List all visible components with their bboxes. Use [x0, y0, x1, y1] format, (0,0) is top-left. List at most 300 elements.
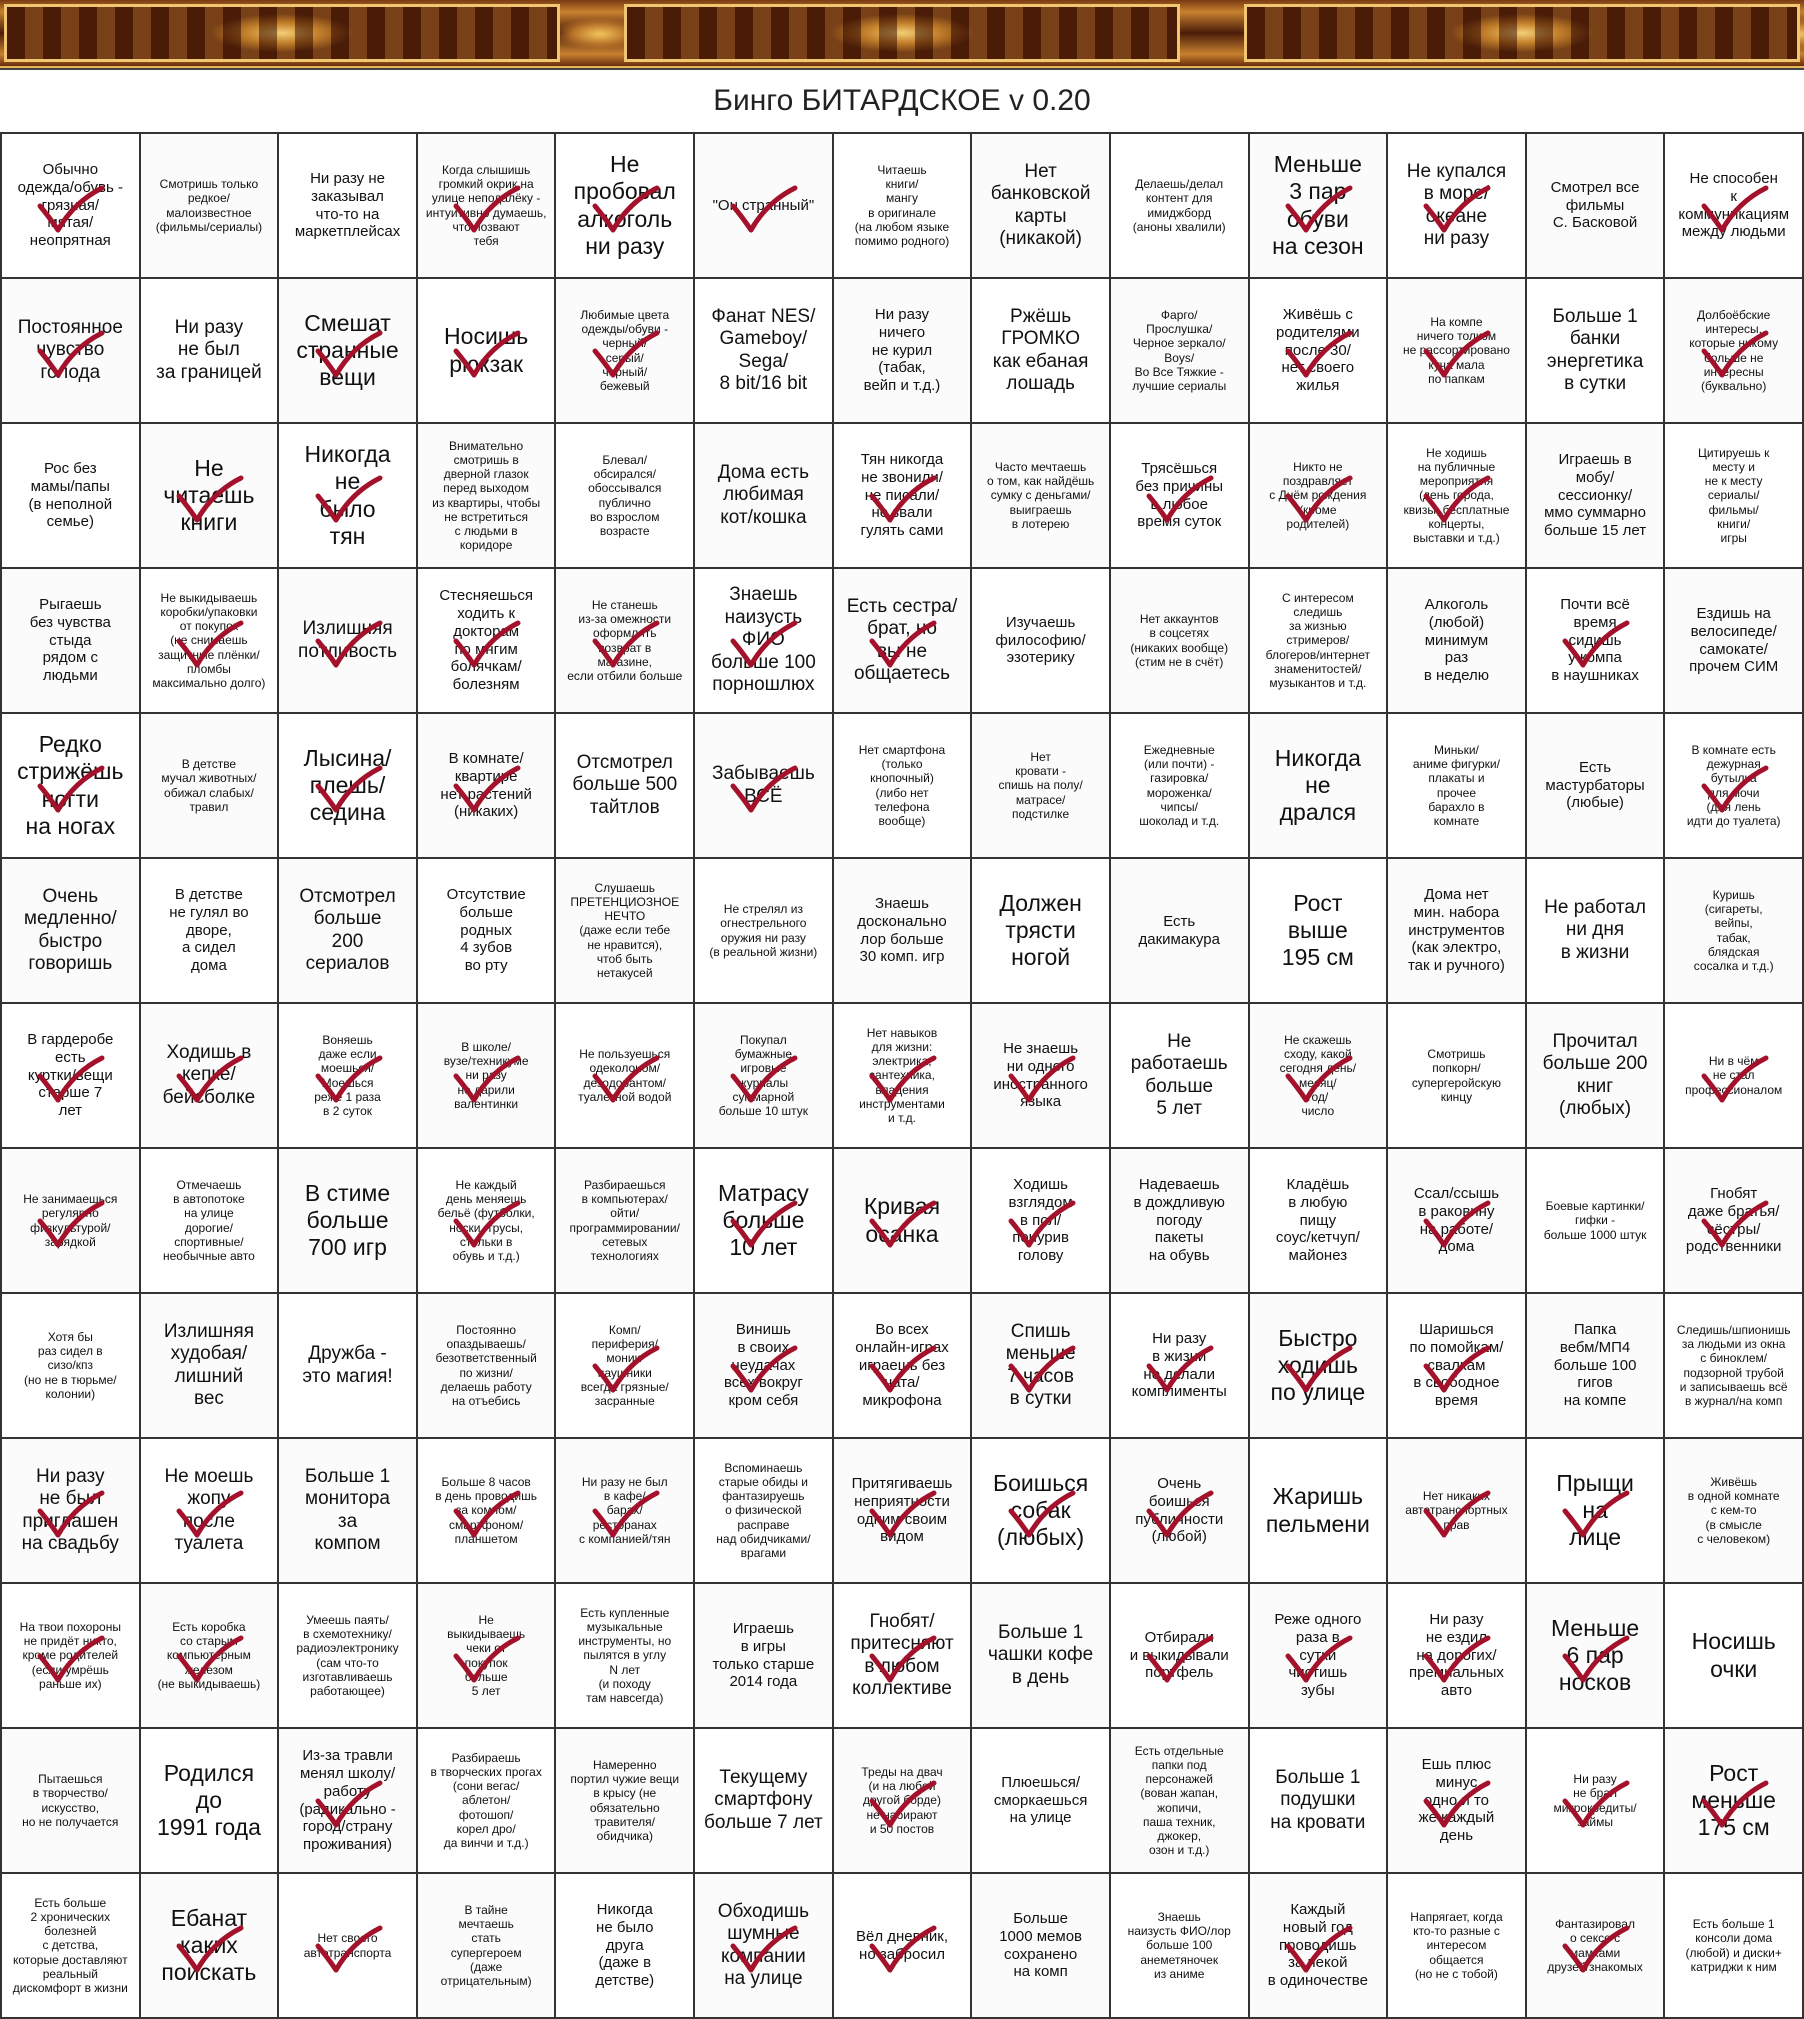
- bingo-cell-text: Смешат странные вещи: [296, 309, 399, 391]
- bingo-cell[interactable]: [1665, 424, 1804, 569]
- bingo-cell[interactable]: [1388, 279, 1527, 424]
- bingo-cell[interactable]: [695, 1874, 834, 2019]
- bingo-cell-text: Есть мастурбаторы (любые): [1545, 758, 1645, 812]
- bingo-cell-text: Есть отдельные папки под персонажей (вован жапан, жопичи, паша техник, джокер, озон и т.д.): [1134, 1743, 1224, 1857]
- bingo-cell-text: Рос без мамы/папы (в неполной семье): [28, 460, 113, 531]
- bingo-cell[interactable]: [1250, 279, 1389, 424]
- bingo-cell[interactable]: [141, 424, 280, 569]
- bingo-cell-text: Прочитал больше 200 книг (любых): [1542, 1030, 1648, 1119]
- bingo-cell-text: Нет навыков для жизни: электрика, сантехника, владения инструментами и т.д.: [859, 1025, 945, 1125]
- bingo-cell-text: Играешь в мобу/ сессионку/ ммо суммарно больше 15 лет: [1544, 451, 1647, 540]
- bingo-cell[interactable]: [695, 714, 834, 859]
- bingo-cell-text: Изучаешь философию/ эзотерику: [995, 613, 1086, 667]
- bingo-cell-text: Ссал/ссышь в раковину на работе/ дома: [1413, 1185, 1500, 1256]
- bingo-cell-text: Цитируешь к месту и не к месту сериалы/ фильмы/ книги/ игры: [1698, 445, 1770, 545]
- bingo-cell-text: Не пробовал алкоголь ни разу: [573, 151, 676, 259]
- bingo-cell[interactable]: [279, 1439, 418, 1584]
- bingo-cell[interactable]: [1111, 1584, 1250, 1729]
- bingo-cell[interactable]: [1111, 859, 1250, 1004]
- bingo-cell[interactable]: [1250, 714, 1389, 859]
- bingo-cell-text: Слушаешь ПРЕТЕНЦИОЗНОЕ НЕЧТО (даже если тебе не нравится), чтоб быть нетакусей: [570, 880, 680, 980]
- bingo-cell[interactable]: [972, 1729, 1111, 1874]
- bingo-cell[interactable]: [279, 714, 418, 859]
- bingo-cell[interactable]: [695, 279, 834, 424]
- bingo-cell-text: Матрасу больше 10 лет: [717, 1179, 809, 1261]
- bingo-cell[interactable]: [834, 1729, 973, 1874]
- bingo-cell-text: Кривая осанка: [863, 1193, 941, 1247]
- bingo-cell[interactable]: [972, 1294, 1111, 1439]
- bingo-cell[interactable]: [279, 1874, 418, 2019]
- bingo-cell-text: Разбираешься в компьютерах/ ойти/ программировании/ сетевых технологиях: [569, 1178, 680, 1263]
- bingo-cell[interactable]: [695, 569, 834, 714]
- bingo-cell-text: Не работал ни дня в жизни: [1544, 896, 1646, 963]
- bingo-cell[interactable]: [834, 134, 973, 279]
- bingo-cell[interactable]: [834, 279, 973, 424]
- bingo-cell[interactable]: [1665, 1439, 1804, 1584]
- bingo-cell-text: Ни разу не был за границей: [156, 316, 262, 383]
- bingo-cell[interactable]: [141, 1439, 280, 1584]
- bingo-cell[interactable]: [1665, 1874, 1804, 2019]
- bingo-cell-text: Очень медленно/ быстро говоришь: [23, 885, 117, 974]
- bingo-cell-text: В детстве мучал животных/ обижал слабых/ травил: [161, 757, 257, 814]
- bingo-cell[interactable]: [279, 279, 418, 424]
- bingo-cell[interactable]: [279, 1294, 418, 1439]
- bingo-cell[interactable]: [279, 134, 418, 279]
- bingo-cell[interactable]: [972, 1439, 1111, 1584]
- bingo-cell-text: Ни разу не был приглашен на свадьбу: [21, 1465, 119, 1554]
- bingo-cell[interactable]: [695, 424, 834, 569]
- bingo-cell[interactable]: [1665, 1294, 1804, 1439]
- bingo-cell[interactable]: [1111, 134, 1250, 279]
- bingo-cell[interactable]: [695, 859, 834, 1004]
- bingo-cell-text: Должен трясти ногой: [999, 889, 1082, 971]
- bingo-cell-text: Напрягает, когда кто-то разные с интересом общается (но не с тобой): [1410, 1910, 1503, 1981]
- bingo-cell[interactable]: [1527, 1729, 1666, 1874]
- bingo-cell[interactable]: [834, 714, 973, 859]
- bingo-cell[interactable]: [1250, 569, 1389, 714]
- bingo-cell-text: В школе/ вузе/техникуме ни разу не дарили валентинки: [443, 1040, 529, 1111]
- bingo-cell-text: Внимательно смотришь в дверной глазок перед выходом из квартиры, чтобы не встретиться с людьми в коридоре: [432, 438, 541, 552]
- bingo-cell[interactable]: [1665, 859, 1804, 1004]
- bingo-cell-text: Фанат NES/ Gameboy/ Sega/ 8 bit/16 bit: [711, 305, 816, 394]
- bingo-cell-text: Рыгаешь без чувства стыда рядом с людьми: [29, 596, 111, 685]
- bingo-cell[interactable]: [2, 569, 141, 714]
- bingo-cell-text: Не выкидываешь чеки от покупок больше 5 лет: [447, 1613, 526, 1698]
- bingo-cell[interactable]: [141, 569, 280, 714]
- bingo-cell[interactable]: [972, 1874, 1111, 2019]
- bingo-cell[interactable]: [1665, 1584, 1804, 1729]
- bingo-cell-text: Плюешься/ сморкаешься на улице: [993, 1773, 1088, 1827]
- bingo-cell[interactable]: [1665, 1004, 1804, 1149]
- bingo-cell-text: Обходишь шумные компании на улице: [717, 1900, 810, 1989]
- bingo-cell-text: Нет смартфона (только кнопочный) (либо нет телефона вообще): [858, 743, 946, 828]
- bingo-cell[interactable]: [556, 1874, 695, 2019]
- bingo-cell-text: Обычно одежда/обувь - грязная/ мятая/ неопрятная: [17, 161, 123, 250]
- bingo-cell[interactable]: [1111, 1729, 1250, 1874]
- bingo-cell[interactable]: [1388, 859, 1527, 1004]
- bingo-cell-text: Не читаешь книги: [163, 454, 255, 536]
- bingo-cell[interactable]: [418, 279, 557, 424]
- bingo-cell-text: Жаришь пельмени: [1265, 1483, 1370, 1537]
- bingo-cell-text: Отсмотрел больше 500 тайтлов: [572, 751, 678, 818]
- bingo-cell[interactable]: [1111, 714, 1250, 859]
- bingo-cell-text: Спишь меньше 7 часов в сутки: [1005, 1320, 1076, 1409]
- bingo-cell[interactable]: [279, 1729, 418, 1874]
- banner-ornament-right: [1244, 4, 1800, 62]
- bingo-cell[interactable]: [2, 424, 141, 569]
- bingo-cell-text: Не способен к коммуникациям между людьми: [1678, 170, 1790, 241]
- bingo-cell[interactable]: [2, 1294, 141, 1439]
- bingo-cell-text: Отсмотрел больше 200 сериалов: [299, 885, 396, 974]
- bingo-cell-text: Не каждый день меняешь бельё (футболки, носки, трусы, стельки в обувь и т.д.): [437, 1178, 535, 1263]
- bingo-cell-text: Не стрелял из огнестрельного оружия ни разу (в реальной жизни): [709, 902, 818, 959]
- bingo-cell-text: Боишься собак (любых): [993, 1469, 1089, 1551]
- bingo-cell-text: Ходишь в кепке/ бейсболке: [162, 1041, 256, 1108]
- bingo-cell-text: Ни разу в жизни не делали комплименты: [1131, 1330, 1227, 1401]
- bingo-cell-text: Есть дакимакура: [1138, 912, 1220, 948]
- bingo-cell-text: Очень боишься публичности (любой): [1135, 1475, 1224, 1546]
- bingo-grid: [0, 132, 1804, 2019]
- bingo-cell[interactable]: [1527, 569, 1666, 714]
- bingo-cell[interactable]: [1388, 714, 1527, 859]
- bingo-cell[interactable]: [2, 279, 141, 424]
- bingo-cell-text: Родился до 1991 года: [156, 1759, 261, 1841]
- bingo-cell[interactable]: [972, 134, 1111, 279]
- bingo-cell[interactable]: [1388, 1149, 1527, 1294]
- bingo-cell[interactable]: [1388, 1294, 1527, 1439]
- bingo-cell-text: Во всех онлайн-играх играешь без чата/ микрофона: [855, 1321, 949, 1410]
- bingo-cell[interactable]: [418, 1294, 557, 1439]
- bingo-cell-text: Отсутствие больше родных 4 зубов во рту: [446, 886, 526, 975]
- bingo-cell-text: Никогда не было тян: [304, 441, 391, 549]
- bingo-cell-text: Воняешь даже если моешься/ Моешься реже 1 раза в 2 суток: [314, 1033, 381, 1118]
- bingo-cell[interactable]: [972, 714, 1111, 859]
- bingo-cell-text: Лысина/ плешь/ седина: [303, 744, 392, 826]
- bingo-cell[interactable]: [1388, 134, 1527, 279]
- bingo-cell-text: В стиме больше 700 игр: [304, 1179, 391, 1261]
- bingo-cell[interactable]: [556, 1149, 695, 1294]
- bingo-cell-text: Долбоёбские интересы, которые никому больше не интересны (буквально): [1689, 308, 1779, 393]
- bingo-cell-text: Реже одного раза в сутки чистишь зубы: [1274, 1611, 1362, 1700]
- bingo-cell[interactable]: [834, 859, 973, 1004]
- bingo-cell-text: Куришь (сигареты, вейпы, табак, блядская сосалка и т.д.): [1693, 888, 1774, 973]
- bingo-cell[interactable]: [418, 569, 557, 714]
- bingo-cell[interactable]: [279, 424, 418, 569]
- bingo-cell-text: Следишь/шпионишь за людьми из окна с биноклем/ подзорной трубой и записываешь всё в журнал/на комп: [1676, 1323, 1791, 1408]
- bingo-cell-text: Хотя бы раз сидел в сизо/кпз (но не в тюрьме/ колонии): [23, 1330, 117, 1401]
- bingo-cell-text: Больше 1000 мемов сохранено на комп: [999, 1910, 1083, 1981]
- bingo-cell-text: Никогда не дрался: [1274, 744, 1361, 826]
- bingo-cell[interactable]: [141, 1729, 280, 1874]
- bingo-cell-text: Не ходишь на публичные мероприятия (день города, квизы, бесплатные концерты, выставки и т.д.): [1403, 445, 1510, 545]
- bingo-cell[interactable]: [1111, 1874, 1250, 2019]
- bingo-cell-text: Кладёшь в любую пищу соус/кетчуп/ майонез: [1275, 1176, 1360, 1265]
- bingo-cell[interactable]: [972, 1584, 1111, 1729]
- bingo-cell-text: В комнате/ квартире нет растений (никаких): [440, 750, 532, 821]
- bingo-cell-text: Больше 8 часов в день проводишь за компом/ смартфоном/ планшетом: [435, 1475, 537, 1546]
- bingo-cell-text: Носишь рюкзак: [444, 323, 529, 377]
- bingo-cell-text: Пытаешься в творчество/ искусство, но не получается: [22, 1772, 119, 1829]
- bingo-cell[interactable]: [972, 1149, 1111, 1294]
- bingo-cell-text: С интересом следишь за жизнью стримеров/ блогеров/интернет знаменитостей/ музыкантов и т.д.: [1265, 590, 1371, 690]
- bingo-cell-text: Ржёшь ГРОМКО как ебаная лошадь: [992, 305, 1089, 394]
- bingo-cell[interactable]: [2, 714, 141, 859]
- bingo-cell[interactable]: [1527, 1439, 1666, 1584]
- bingo-cell[interactable]: [141, 859, 280, 1004]
- bingo-cell[interactable]: [418, 1584, 557, 1729]
- bingo-cell-text: Умеешь паять/ в схемотехнику/ радиоэлектронику (сам что-то изготавливаешь работающее): [296, 1613, 399, 1698]
- bingo-cell-text: Ни разу ничего не курил (табак, вейп и т.д.): [863, 306, 941, 395]
- bingo-cell[interactable]: [1111, 1004, 1250, 1149]
- bingo-cell[interactable]: [972, 1004, 1111, 1149]
- bingo-cell[interactable]: [1527, 279, 1666, 424]
- bingo-cell-text: В тайне мечтаешь стать супергероем (даже отрицательным): [440, 1903, 532, 1988]
- bingo-cell-text: Знаешь наизусть ФИО больше 100 порношлюх: [710, 584, 816, 696]
- bingo-cell[interactable]: [279, 569, 418, 714]
- bingo-cell[interactable]: [1527, 134, 1666, 279]
- bingo-cell-text: Ни в чём не стал профессионалом: [1685, 1054, 1783, 1097]
- bingo-cell[interactable]: [834, 424, 973, 569]
- bingo-cell-text: Алкоголь (любой) минимум раз в неделю: [1423, 596, 1489, 685]
- bingo-cell-text: Ни разу не был в кафе/ барах/ ресторанах с компанией/тян: [579, 1475, 671, 1546]
- bingo-cell-text: Есть больше 2 хронических болезней с детства, которые доставляют реальный дискомфорт в жизни: [12, 1895, 128, 1995]
- bingo-cell[interactable]: [1665, 714, 1804, 859]
- bingo-cell[interactable]: [556, 569, 695, 714]
- bingo-cell[interactable]: [834, 1439, 973, 1584]
- bingo-cell[interactable]: [1527, 424, 1666, 569]
- bingo-cell[interactable]: [556, 859, 695, 1004]
- bingo-cell[interactable]: [141, 1584, 280, 1729]
- bingo-cell[interactable]: [418, 424, 557, 569]
- bingo-cell[interactable]: [1665, 569, 1804, 714]
- bingo-cell[interactable]: [418, 1149, 557, 1294]
- bingo-cell-text: Смотрел все фильмы С. Басковой: [1550, 178, 1640, 232]
- bingo-cell[interactable]: [1527, 714, 1666, 859]
- bingo-cell[interactable]: [834, 1004, 973, 1149]
- bingo-cell-text: Фантазировал о сексе с мамками друзей/знакомых: [1547, 1917, 1643, 1974]
- bingo-cell[interactable]: [1665, 279, 1804, 424]
- bingo-cell[interactable]: [2, 1584, 141, 1729]
- bingo-cell-text: Притягиваешь неприятности одним своим видом: [851, 1475, 953, 1546]
- bingo-cell[interactable]: [1527, 1584, 1666, 1729]
- bingo-cell-text: Не моешь жопу после туалета: [164, 1465, 254, 1554]
- bingo-cell[interactable]: [695, 1729, 834, 1874]
- bingo-cell[interactable]: [141, 134, 280, 279]
- bingo-cell[interactable]: [1111, 424, 1250, 569]
- bingo-cell[interactable]: [1250, 1874, 1389, 2019]
- bingo-cell[interactable]: [834, 1874, 973, 2019]
- bingo-cell-text: Меньше 3 пар обуви на сезон: [1272, 151, 1364, 259]
- bingo-cell[interactable]: [2, 1729, 141, 1874]
- bingo-cell[interactable]: [556, 1584, 695, 1729]
- bingo-cell[interactable]: [695, 1149, 834, 1294]
- bingo-cell-text: Из-за травли менял школу/ работу (радикально - город/страну проживания): [299, 1747, 396, 1853]
- bingo-cell[interactable]: [418, 859, 557, 1004]
- bingo-cell[interactable]: [1250, 1729, 1389, 1874]
- bingo-cell[interactable]: [972, 569, 1111, 714]
- bingo-cell-text: Излишняя потливость: [298, 618, 398, 662]
- bingo-cell-text: Излишняя худобая/ лишний вес: [163, 1320, 254, 1409]
- bingo-cell[interactable]: [1250, 134, 1389, 279]
- bingo-cell[interactable]: [972, 279, 1111, 424]
- bingo-cell[interactable]: [556, 714, 695, 859]
- bingo-cell[interactable]: [418, 1874, 557, 2019]
- bingo-cell[interactable]: [972, 424, 1111, 569]
- bingo-cell[interactable]: [1250, 1294, 1389, 1439]
- bingo-cell[interactable]: [141, 1149, 280, 1294]
- bingo-cell[interactable]: [1388, 1439, 1527, 1584]
- bingo-cell-text: В гардеробе есть куртки/вещи старше 7 лет: [27, 1031, 114, 1120]
- bingo-cell-text: Разбираешь в творческих прогах (сони вегас/ аблетон/ фотошоп/ корел дро/ да винчи и т.д.): [430, 1750, 542, 1850]
- bingo-cell-text: Текущему смартфону больше 7 лет: [704, 1766, 823, 1833]
- bingo-cell[interactable]: [141, 1874, 280, 2019]
- bingo-cell[interactable]: [1388, 1004, 1527, 1149]
- bingo-cell[interactable]: [972, 859, 1111, 1004]
- bingo-cell[interactable]: [1111, 1439, 1250, 1584]
- bingo-cell[interactable]: [1250, 859, 1389, 1004]
- bingo-cell-text: Больше 1 чашки кофе в день: [988, 1621, 1094, 1688]
- bingo-cell[interactable]: [695, 1294, 834, 1439]
- bingo-cell-text: В детстве не гулял во дворе, а сидел дома: [169, 886, 249, 975]
- bingo-cell[interactable]: [1250, 1004, 1389, 1149]
- bingo-cell[interactable]: [2, 1004, 141, 1149]
- bingo-cell[interactable]: [279, 859, 418, 1004]
- bingo-cell-text: "Он странный": [712, 196, 815, 214]
- bingo-cell[interactable]: [418, 1004, 557, 1149]
- bingo-cell[interactable]: [279, 1149, 418, 1294]
- bingo-cell[interactable]: [556, 1294, 695, 1439]
- bingo-cell-text: Ни разу не ездил на дорогих/ премиальных авто: [1408, 1611, 1504, 1700]
- bingo-cell[interactable]: [695, 1584, 834, 1729]
- bingo-cell[interactable]: [141, 279, 280, 424]
- bingo-cell[interactable]: [834, 1149, 973, 1294]
- bingo-cell[interactable]: [279, 1004, 418, 1149]
- bingo-cell[interactable]: [1388, 1584, 1527, 1729]
- bingo-cell-text: Фарго/ Прослушка/ Черное зеркало/ Boys/ Во Все Тяжкие - лучшие сериалы: [1132, 308, 1227, 393]
- bingo-cell-text: Знаешь наизусть ФИО/лор больше 100 анеметяночек из аниме: [1127, 1910, 1231, 1981]
- bingo-cell[interactable]: [1111, 1294, 1250, 1439]
- bingo-cell[interactable]: [1665, 1729, 1804, 1874]
- bingo-cell[interactable]: [1111, 1149, 1250, 1294]
- bingo-cell[interactable]: [695, 1439, 834, 1584]
- bingo-cell[interactable]: [418, 1439, 557, 1584]
- bingo-cell-text: Каждый новый год проводишь за пекой в одиночестве: [1267, 1901, 1368, 1990]
- bingo-cell-text: Есть больше 1 консоли дома (любой) и диски+ катриджи к ним: [1685, 1917, 1782, 1974]
- bingo-cell[interactable]: [556, 134, 695, 279]
- bingo-cell[interactable]: [2, 859, 141, 1004]
- bingo-cell[interactable]: [695, 1004, 834, 1149]
- bingo-cell-text: Дружба - это магия!: [302, 1343, 393, 1387]
- bingo-cell-text: Шаришься по помойкам/ свалкам в свободное время: [1409, 1321, 1504, 1410]
- bingo-cell-text: Не выкидываешь коробки/упаковки от покупок (не снимаешь защитные плёнки/ пломбы максимально долго): [152, 590, 266, 690]
- bingo-cell[interactable]: [1527, 1004, 1666, 1149]
- bingo-cell-text: Вспоминаешь старые обиды и фантазируешь о физической расправе над обидчиками/ врагами: [716, 1460, 811, 1560]
- bingo-cell[interactable]: [834, 569, 973, 714]
- bingo-cell[interactable]: [418, 134, 557, 279]
- bingo-cell-text: Меньше 6 пар носков: [1551, 1614, 1640, 1696]
- bingo-cell[interactable]: [1250, 1439, 1389, 1584]
- bingo-cell[interactable]: [1388, 424, 1527, 569]
- bingo-cell-text: Есть сестра/ брат, но вы не общаетесь: [846, 595, 958, 684]
- bingo-cell[interactable]: [1527, 1149, 1666, 1294]
- bingo-cell[interactable]: [1388, 1729, 1527, 1874]
- bingo-cell-text: Треды на двач (и на любой другой борде) не набирают и 50 постов: [861, 1765, 943, 1836]
- page-title: Бинго БИТАРДСКОЕ v 0.20: [0, 68, 1804, 132]
- bingo-cell[interactable]: [556, 279, 695, 424]
- bingo-cell[interactable]: [1665, 134, 1804, 279]
- bingo-cell[interactable]: [1527, 1874, 1666, 2019]
- bingo-cell-text: Постоянное чувство голода: [17, 316, 123, 383]
- bingo-cell-text: Дома есть любимая кот/кошка: [717, 461, 809, 528]
- bingo-cell-text: В комнате есть дежурная бутылка для мочи (для лень идти до туалета): [1686, 743, 1781, 828]
- bingo-cell[interactable]: [834, 1584, 973, 1729]
- bingo-cell-text: Не купался в море/ океане ни разу: [1406, 160, 1507, 249]
- bingo-cell-text: Никто не поздравляет с Днём рождения (кроме родителей): [1269, 460, 1367, 531]
- bingo-cell[interactable]: [2, 1149, 141, 1294]
- bingo-cell-text: Часто мечтаешь о том, как найдёшь сумку с деньгами/ выиграешь в лотерею: [986, 460, 1095, 531]
- bingo-cell-text: Боевые картинки/ гифки - больше 1000 штук: [1543, 1199, 1647, 1242]
- bingo-cell-text: Любимые цвета одежды/обуви - черный/ серый/ черный/ бежевый: [580, 308, 670, 393]
- bingo-cell-text: Ни разу не заказывал что-то на маркетплейсах: [294, 170, 401, 241]
- bingo-cell-text: Трясёшься без причины в любое время суток: [1135, 460, 1224, 531]
- bingo-cell-text: Винишь в своих неудачах всех вокруг кром себя: [723, 1321, 803, 1410]
- bingo-cell-text: Ешь плюс минус одно и то же каждый день: [1418, 1756, 1495, 1845]
- bingo-cell[interactable]: [418, 1729, 557, 1874]
- bingo-cell-text: Вёл дневник, но забросил: [855, 1927, 948, 1963]
- bingo-cell-text: Никогда не было друга (даже в детстве): [595, 1901, 655, 1990]
- bingo-cell[interactable]: [279, 1584, 418, 1729]
- bingo-cell-text: Нет аккаунтов в соцсетях (никаких вообще) (стим не в счёт): [1130, 612, 1229, 669]
- bingo-cell-text: Комп/ периферия/ моник/ наушники всегда грязные/ засранные: [580, 1323, 669, 1408]
- bingo-cell[interactable]: [141, 1004, 280, 1149]
- bingo-cell[interactable]: [418, 714, 557, 859]
- bingo-cell[interactable]: [834, 1294, 973, 1439]
- bingo-cell[interactable]: [2, 134, 141, 279]
- bingo-cell[interactable]: [556, 1004, 695, 1149]
- bingo-cell[interactable]: [2, 1874, 141, 2019]
- bingo-cell[interactable]: [141, 1294, 280, 1439]
- bingo-cell-text: Ходишь взглядом в пол/ понурив голову: [1008, 1176, 1073, 1265]
- bingo-cell[interactable]: [1388, 569, 1527, 714]
- bingo-cell[interactable]: [1665, 1149, 1804, 1294]
- bingo-cell-text: Читаешь книги/ мангу в оригинале (на любом языке помимо родного): [854, 163, 950, 248]
- bingo-cell-text: Не работаешь больше 5 лет: [1130, 1030, 1228, 1119]
- bingo-cell[interactable]: [556, 1729, 695, 1874]
- bingo-cell[interactable]: [141, 714, 280, 859]
- bingo-cell[interactable]: [1111, 279, 1250, 424]
- bingo-cell-text: Блевал/ обсирался/ обоссывался публично во взрослом возрасте: [588, 453, 662, 538]
- bingo-cell[interactable]: [1250, 1584, 1389, 1729]
- bingo-cell-text: Покупал бумажные игровые журналы суммарной больше 10 штук: [718, 1033, 809, 1118]
- bingo-cell[interactable]: [1388, 1874, 1527, 2019]
- bingo-cell-text: Гнобят даже братья/ сёстры/ родственники: [1685, 1185, 1782, 1256]
- bingo-cell[interactable]: [1527, 859, 1666, 1004]
- bingo-cell[interactable]: [2, 1439, 141, 1584]
- bingo-cell-text: Ежедневные (или почти) - газировка/ мороженка/ чипсы/ шоколад и т.д.: [1139, 743, 1220, 828]
- bingo-cell[interactable]: [1250, 424, 1389, 569]
- bingo-cell-text: Живёшь с родителями после 30/ нет своего жилья: [1276, 306, 1360, 395]
- bingo-cell-text: Есть купленные музыкальные инструменты, но пылятся в углу N лет (и походу там навсегда): [578, 1605, 672, 1705]
- bingo-cell-text: Редко стрижёшь ногти на ногах: [17, 731, 124, 839]
- bingo-cell-text: Не занимаешься регулярно физкультурой/ зарядкой: [23, 1192, 118, 1249]
- bingo-cell[interactable]: [1527, 1294, 1666, 1439]
- bingo-cell[interactable]: [1111, 569, 1250, 714]
- bingo-cell-text: Нет никаких автотранспортных прав: [1405, 1489, 1508, 1532]
- bingo-cell[interactable]: [556, 424, 695, 569]
- bingo-cell[interactable]: [695, 134, 834, 279]
- bingo-cell[interactable]: [1250, 1149, 1389, 1294]
- bingo-cell[interactable]: [556, 1439, 695, 1584]
